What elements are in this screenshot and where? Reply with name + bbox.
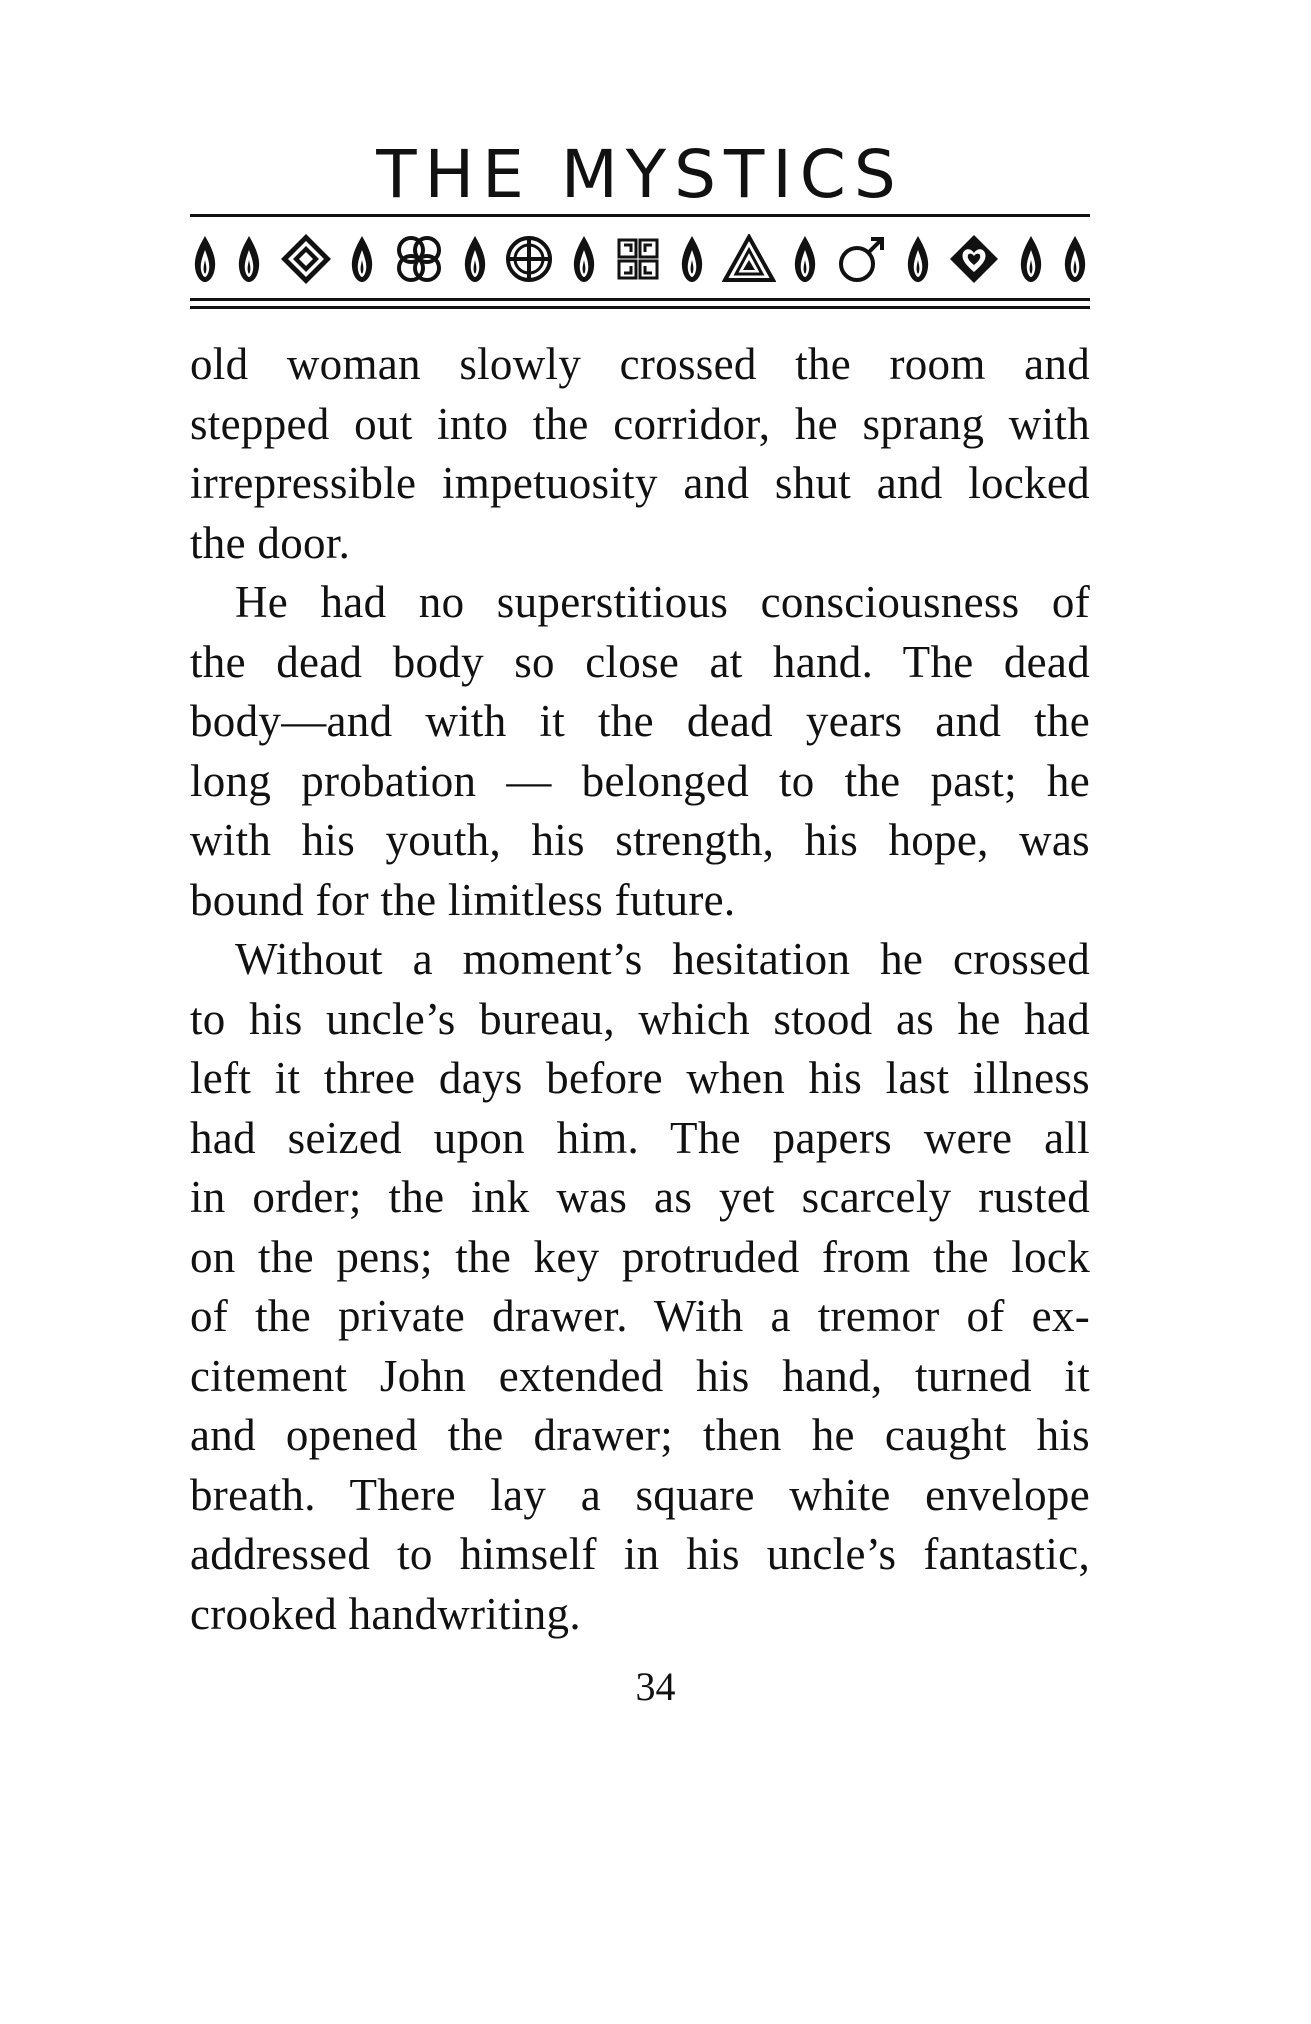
mars-icon: [835, 234, 889, 284]
text-line: body—and with it the dead years and the: [190, 696, 1090, 746]
text-line: and opened the drawer; then he caught his: [190, 1410, 1090, 1460]
flame-icon: [234, 234, 264, 284]
header-rule-bottom: [190, 298, 1090, 301]
text-line: had seized upon him. The papers were all: [190, 1112, 1090, 1163]
text-line: Without a moment’s hesitation he crossed: [235, 934, 1090, 984]
text-line: addressed to himself in his uncle’s fantastic,: [190, 1529, 1090, 1579]
swastika-icon: [613, 234, 663, 284]
text-line: He had no superstitious consciousness of: [235, 577, 1090, 627]
header-rule-top: [190, 214, 1090, 217]
text-line: old woman slowly crossed the room and: [190, 339, 1090, 389]
text-line: the door.: [190, 517, 351, 568]
text-line: the dead body so close at hand. The dead: [190, 636, 1090, 687]
triangle-icon: [722, 234, 776, 284]
flame-icon: [790, 234, 820, 284]
text-line: in order; the ink was as yet scarcely rusted: [190, 1172, 1090, 1222]
ornament-band: [190, 226, 1090, 292]
paragraph: [190, 930, 1090, 1644]
flame-icon: [1060, 234, 1090, 284]
flame-icon: [903, 234, 933, 284]
flame-icon: [460, 234, 490, 284]
circle-cross-icon: [504, 234, 554, 284]
heart-diamond-icon: [947, 232, 1001, 286]
body-text: [190, 335, 1090, 1644]
text-line: left it three days before when his last illness: [190, 1053, 1090, 1103]
text-line: long probation — belonged to the past; he: [190, 755, 1090, 806]
text-line: breath. There lay a square white envelope: [190, 1469, 1090, 1520]
page-number: 34: [635, 1664, 676, 1709]
knot-icon: [392, 232, 446, 286]
running-head: THE MYSTICS: [376, 136, 904, 213]
flame-icon: [190, 234, 220, 284]
paragraph: [190, 573, 1090, 930]
text-line: of the private drawer. With a tremor of ex-: [190, 1291, 1090, 1341]
paragraph: [190, 335, 1090, 573]
diamond-icon: [279, 232, 333, 286]
flame-icon: [1016, 234, 1046, 284]
text-line: stepped out into the corridor, he sprang with: [190, 398, 1090, 449]
text-line: to his uncle’s bureau, which stood as he had: [190, 993, 1090, 1044]
header-rule-bottom-second: [190, 306, 1090, 309]
text-line: on the pens; the key protruded from the lock: [190, 1231, 1090, 1282]
flame-icon: [347, 234, 377, 284]
text-line: citement John extended his hand, turned it: [190, 1350, 1090, 1401]
text-line: crooked handwriting.: [190, 1588, 581, 1639]
flame-icon: [569, 234, 599, 284]
text-line: irrepressible impetuosity and shut and locked: [190, 458, 1090, 508]
text-line: bound for the limitless future.: [190, 874, 736, 925]
flame-icon: [677, 234, 707, 284]
text-line: with his youth, his strength, his hope, was: [190, 815, 1090, 865]
